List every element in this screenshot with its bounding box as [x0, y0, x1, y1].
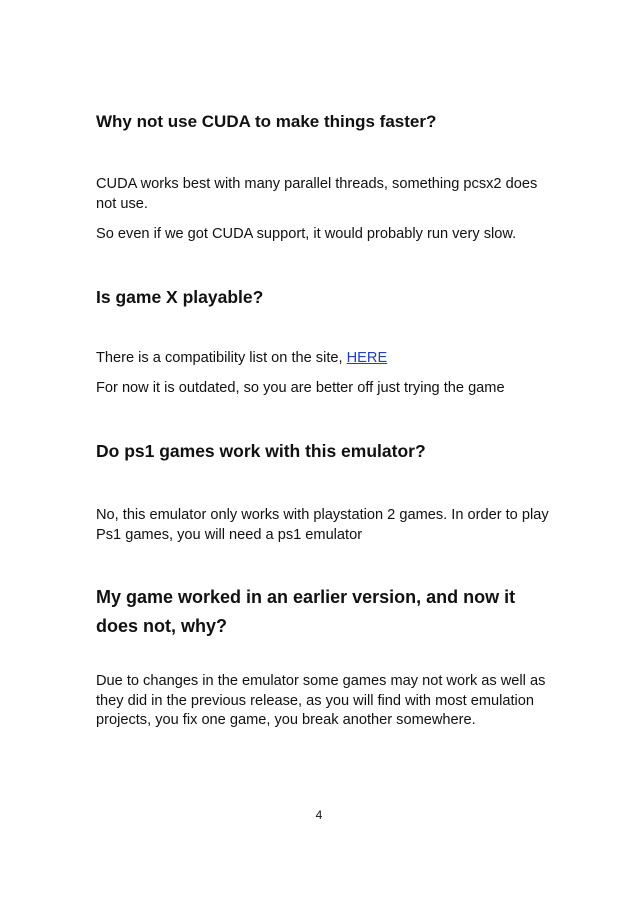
- section-heading-playable: Is game X playable?: [96, 287, 264, 307]
- ps1-paragraph: No, this emulator only works with playstation 2 games. In order to play Ps1 games, you will need a ps1 emulator: [96, 507, 549, 543]
- cuda-paragraph-2: So even if we got CUDA support, it would probably run very slow.: [96, 226, 517, 242]
- section-heading-ps1: Do ps1 games work with this emulator?: [96, 441, 426, 461]
- compatibility-paragraph: [96, 349, 556, 369]
- section-heading-earlier-version: My game worked in an earlier version, and now it does not, why?: [96, 587, 516, 636]
- section-heading-cuda: Why not use CUDA to make things faster?: [96, 112, 437, 131]
- page-number: 4: [315, 808, 323, 822]
- compatibility-text: There is a compatibility list on the site,: [96, 350, 347, 366]
- cuda-paragraph-1: CUDA works best with many parallel threads, something pcsx2 does not use.: [96, 176, 538, 212]
- compatibility-list-link[interactable]: HERE: [346, 350, 388, 366]
- outdated-paragraph: For now it is outdated, so you are better off just trying the game: [96, 380, 505, 396]
- earlier-version-paragraph: Due to changes in the emulator some games may not work as well as they did in the previous release, as you will find with most emulation projects, you fix one game, you break another somewhere.: [96, 673, 546, 728]
